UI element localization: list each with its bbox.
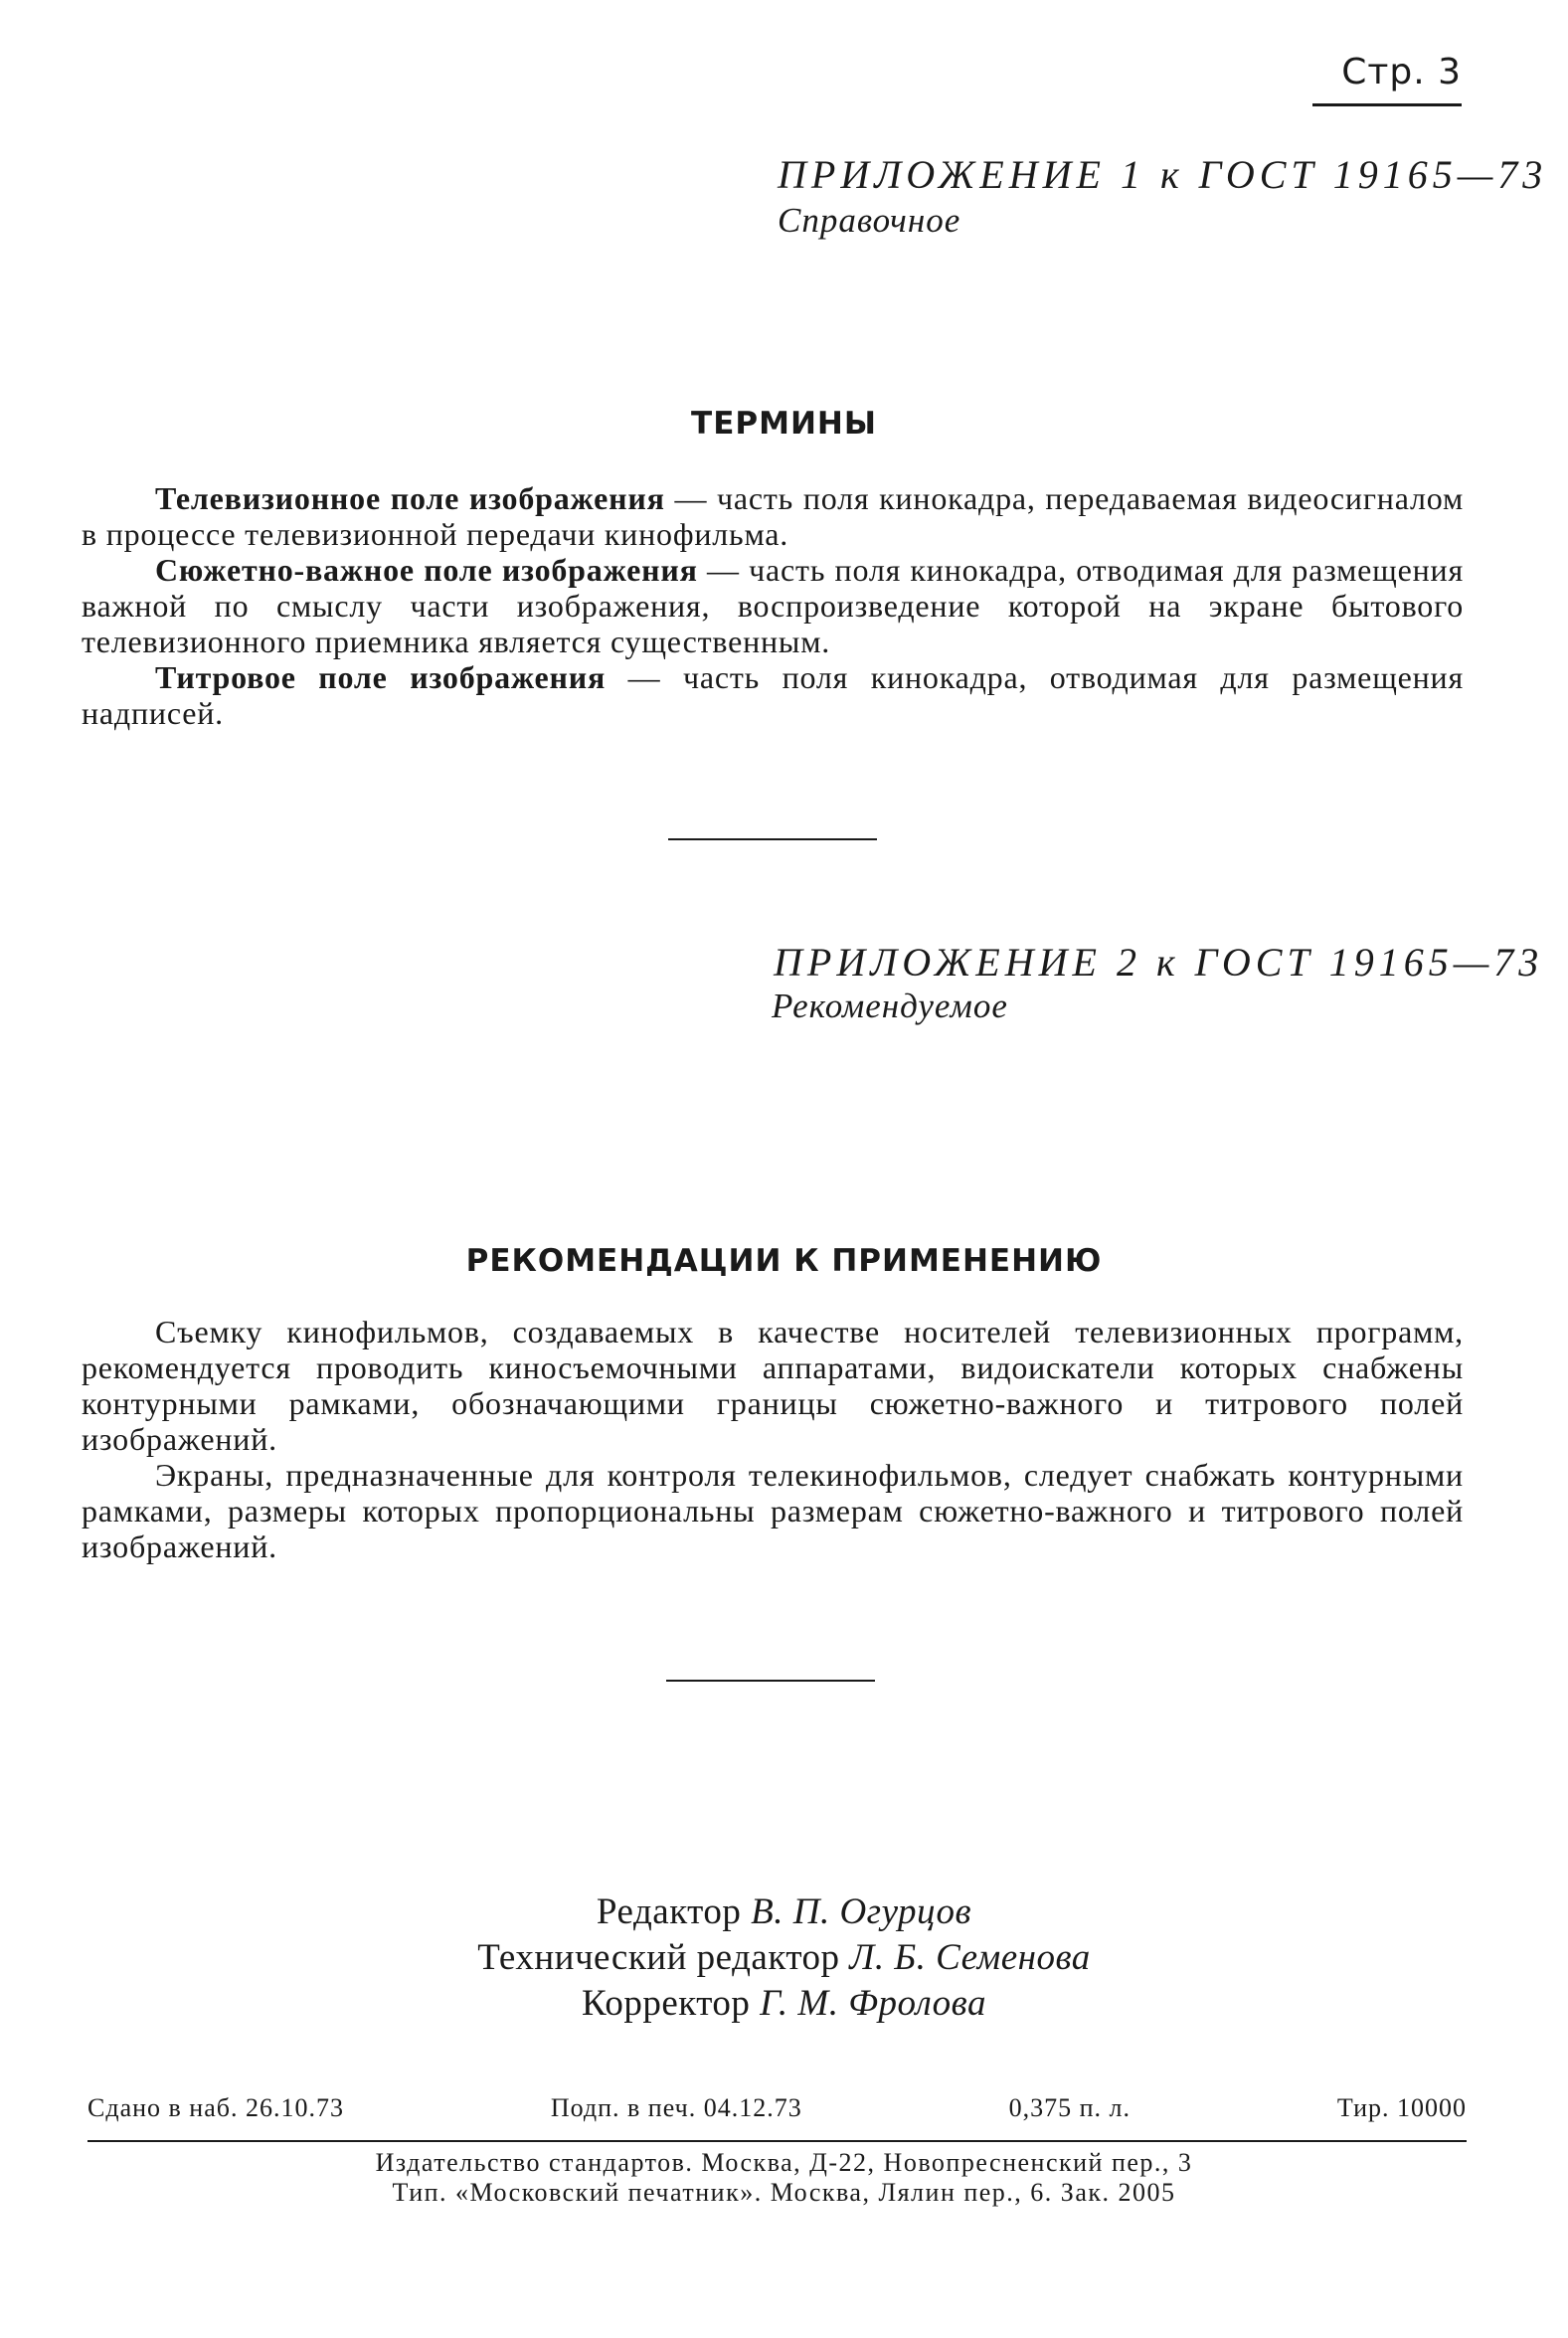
term-title: Сюжетно-важное поле изображения xyxy=(155,552,698,588)
section-divider xyxy=(666,1680,875,1682)
imprint-circulation: Тир. 10000 xyxy=(1336,2093,1467,2122)
appendix-2-subtitle: Рекомендуемое xyxy=(772,987,1008,1025)
imprint-sheets: 0,375 п. л. xyxy=(1008,2093,1131,2122)
section-divider xyxy=(668,838,877,840)
appendix-1-title: ПРИЛОЖЕНИЕ 1 к ГОСТ 19165—73 xyxy=(778,152,1548,197)
credit-name: В. П. Огурцов xyxy=(751,1891,972,1932)
term-item xyxy=(82,659,1464,731)
credit-editor xyxy=(0,1889,1568,1935)
term-definition: — часть поля кинокадра, передаваемая видеосигналом в процессе телевизионной передачи кинофильма. xyxy=(82,480,1464,552)
credit-label: Технический редактор xyxy=(477,1937,840,1978)
imprint-row xyxy=(87,2093,1467,2123)
credit-tech-editor xyxy=(0,1935,1568,1981)
credit-name: Л. Б. Семенова xyxy=(849,1937,1091,1978)
term-title: Телевизионное поле изображения xyxy=(155,480,665,516)
recommendation-paragraph: Съемку кинофильмов, создаваемых в качестве носителей телевизионных программ, рекомендуется проводить киносъемочными аппаратами, видоискатели которых снабжены контурными рамками, обозначающими границы сюжетно-важного и титрового полей изображений. xyxy=(82,1314,1464,1457)
publisher-info xyxy=(0,2148,1568,2208)
appendix-2-title: ПРИЛОЖЕНИЕ 2 к ГОСТ 19165—73 xyxy=(774,940,1544,985)
terms-heading: ТЕРМИНЫ xyxy=(691,406,877,442)
credit-name: Г. М. Фролова xyxy=(760,1983,986,2024)
term-item xyxy=(82,552,1464,659)
term-item xyxy=(82,480,1464,552)
credit-label: Корректор xyxy=(581,1983,751,2024)
term-definition: — часть поля кинокадра, отводимая для размещения важной по смыслу части изображения, воспроизведение которой на экране бытового телевизионного приемника является существенным. xyxy=(82,552,1464,659)
appendix-1-subtitle: Справочное xyxy=(778,201,961,240)
recommendations-heading: РЕКОМЕНДАЦИИ К ПРИМЕНЕНИЮ xyxy=(465,1243,1103,1279)
imprint-signed: Подп. в печ. 04.12.73 xyxy=(550,2093,802,2122)
page-number: Стр. 3 xyxy=(1341,52,1462,92)
imprint-divider xyxy=(87,2140,1467,2142)
credit-label: Редактор xyxy=(596,1891,742,1932)
term-title: Титровое поле изображения xyxy=(155,659,607,695)
credits-block xyxy=(0,1889,1568,2027)
printer-line: Тип. «Московский печатник». Москва, Лялин пер., 6. Зак. 2005 xyxy=(392,2178,1176,2207)
term-definition: — часть поля кинокадра, отводимая для размещения надписей. xyxy=(82,659,1465,731)
page-number-underline xyxy=(1312,103,1462,106)
publisher-line: Издательство стандартов. Москва, Д-22, Новопресненский пер., 3 xyxy=(375,2148,1193,2177)
terms-list xyxy=(82,480,1464,731)
recommendations-text xyxy=(82,1314,1464,1564)
credit-corrector xyxy=(0,1981,1568,2027)
imprint-submitted: Сдано в наб. 26.10.73 xyxy=(87,2093,344,2122)
recommendation-paragraph: Экраны, предназначенные для контроля телекинофильмов, следует снабжать контурными рамками, размеры которых пропорциональны размерам сюжетно-важного и титрового полей изображений. xyxy=(82,1457,1464,1564)
